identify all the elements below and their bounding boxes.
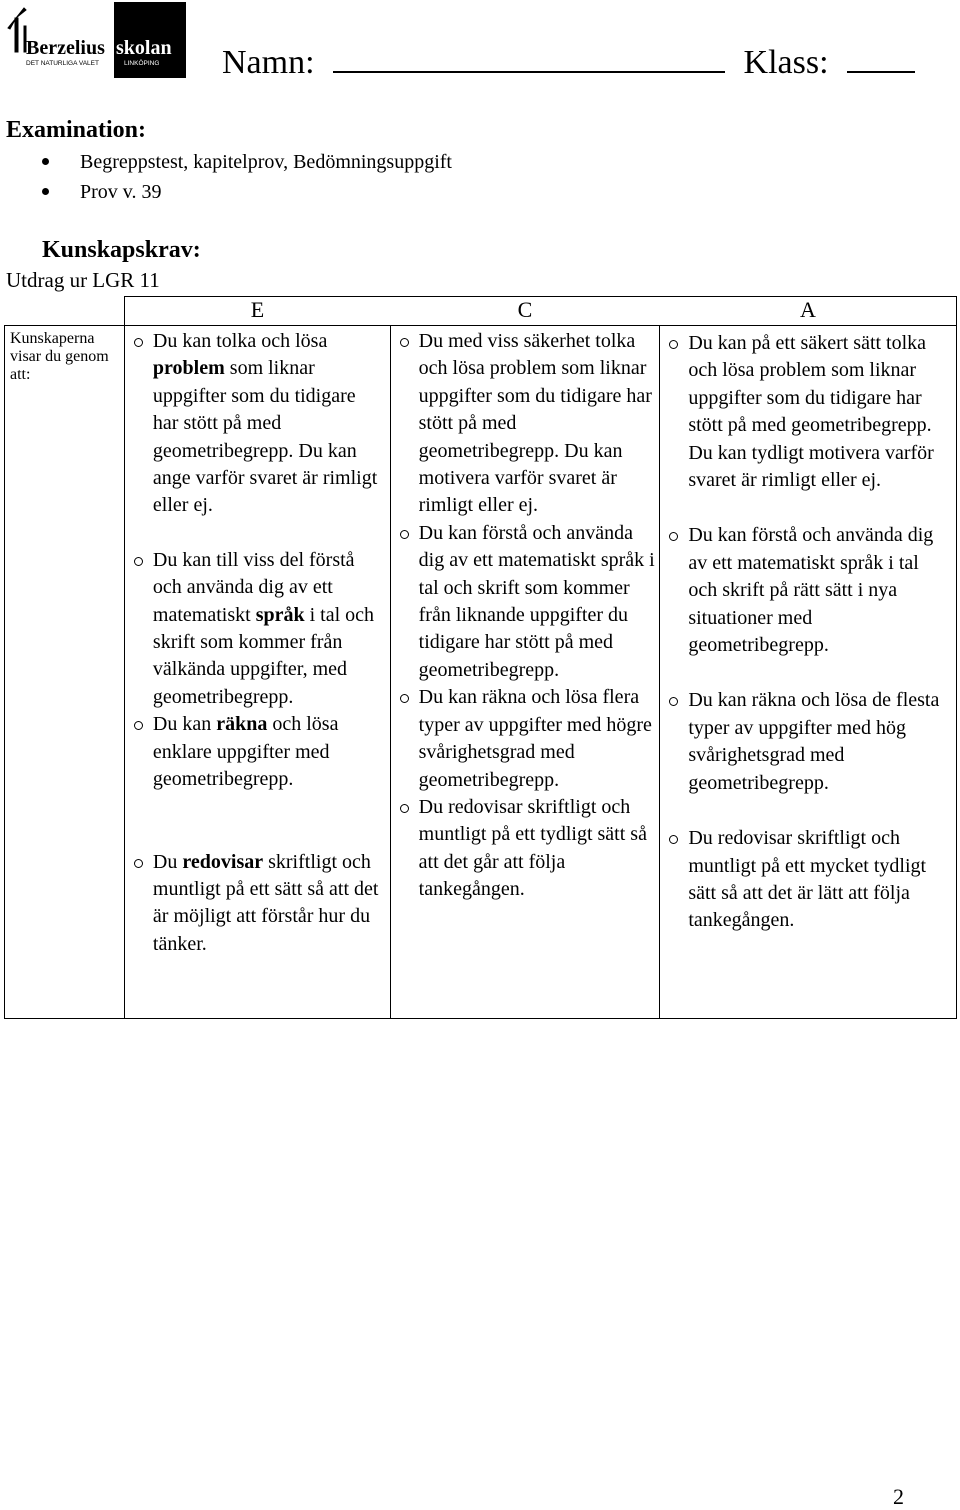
column-a [660, 326, 957, 1019]
logo-name-tail: skolan [116, 37, 172, 59]
criterion-a-calculate: Du kan räkna och lösa de flesta typer av uppgifter med hög svårighetsgrad med geometribegrepp. [660, 687, 952, 797]
namn-label: Namn: [222, 44, 315, 81]
header-empty [5, 297, 125, 326]
header-grade-a: A [660, 297, 957, 326]
side-label: Kunskaperna visar du genom att: [5, 326, 125, 1019]
klass-label: Klass: [743, 44, 829, 81]
school-logo [4, 2, 186, 78]
criterion-a-present: Du redovisar skriftligt och muntligt på ett mycket tydligt sätt så att det är lätt att följa tankegången. [660, 825, 952, 935]
kunskapskrav-subtitle: Utdrag ur LGR 11 [6, 268, 160, 292]
column-e [124, 326, 390, 1019]
criterion-c-calculate: Du kan räkna och lösa flera typer av uppgifter med högre svårighetsgrad med geometribegrepp. [391, 684, 656, 794]
name-class-line [222, 44, 915, 82]
criterion-a-language: Du kan förstå och använda dig av ett matematiskt språk i tal och skrift på rätt sätt i nya situationer med geometribegrepp. [660, 522, 952, 659]
criterion-c-language: Du kan förstå och använda dig av ett matematiskt språk i tal och skrift som kommer från liknande uppgifter du tidigare har stött på med geometribegrepp. [391, 520, 656, 684]
namn-blank[interactable] [333, 45, 725, 73]
criterion-c-problem: Du med viss säkerhet tolka och lösa problem som liknar uppgifter som du tidigare har stött på med geometribegrepp. Du kan motivera varför svaret är rimligt eller ej. [391, 328, 656, 520]
kunskapskrav-title: Kunskapskrav: [42, 237, 201, 263]
klass-blank[interactable] [847, 45, 915, 73]
criteria-table [4, 296, 957, 1019]
criterion-e-problem: Du kan tolka och lösa problem som liknar uppgifter som du tidigare har stött på med geometribegrepp. Du kan ange varför svaret är rimligt eller ej. [125, 328, 386, 520]
table-row [5, 326, 957, 1019]
page-number: 2 [893, 1484, 904, 1509]
criterion-a-problem: Du kan på ett säkert sätt tolka och lösa problem som liknar uppgifter som du tidigare har stött på med geometribegrepp. Du kan tydligt motivera varför svaret är rimligt eller ej. [660, 330, 952, 494]
list-item: Begreppstest, kapitelprov, Bedömningsuppgift [40, 147, 452, 177]
table-header-row [5, 297, 957, 326]
logo-city: LINKÖPING [124, 60, 160, 67]
header-grade-e: E [124, 297, 390, 326]
criterion-c-present: Du redovisar skriftligt och muntligt på ett tydligt sätt så att det går att följa tankegången. [391, 794, 656, 904]
examination-list [40, 147, 452, 207]
header-grade-c: C [390, 297, 660, 326]
logo-name-main: Berzelius [26, 37, 105, 59]
column-c [390, 326, 660, 1019]
criterion-e-present: Du redovisar skriftligt och muntligt på ett sätt så att det är möjligt att förstår hur du tänker. [125, 849, 386, 959]
criterion-e-calculate: Du kan räkna och lösa enklare uppgifter med geometribegrepp. [125, 711, 386, 793]
logo-tagline: DET NATURLIGA VALET [26, 60, 99, 67]
examination-title: Examination: [6, 117, 147, 143]
criterion-e-language: Du kan till viss del förstå och använda dig av ett matematiskt språk i tal och skrift som kommer från välkända uppgifter, med geometribegrepp. [125, 547, 386, 711]
list-item: Prov v. 39 [40, 177, 452, 207]
